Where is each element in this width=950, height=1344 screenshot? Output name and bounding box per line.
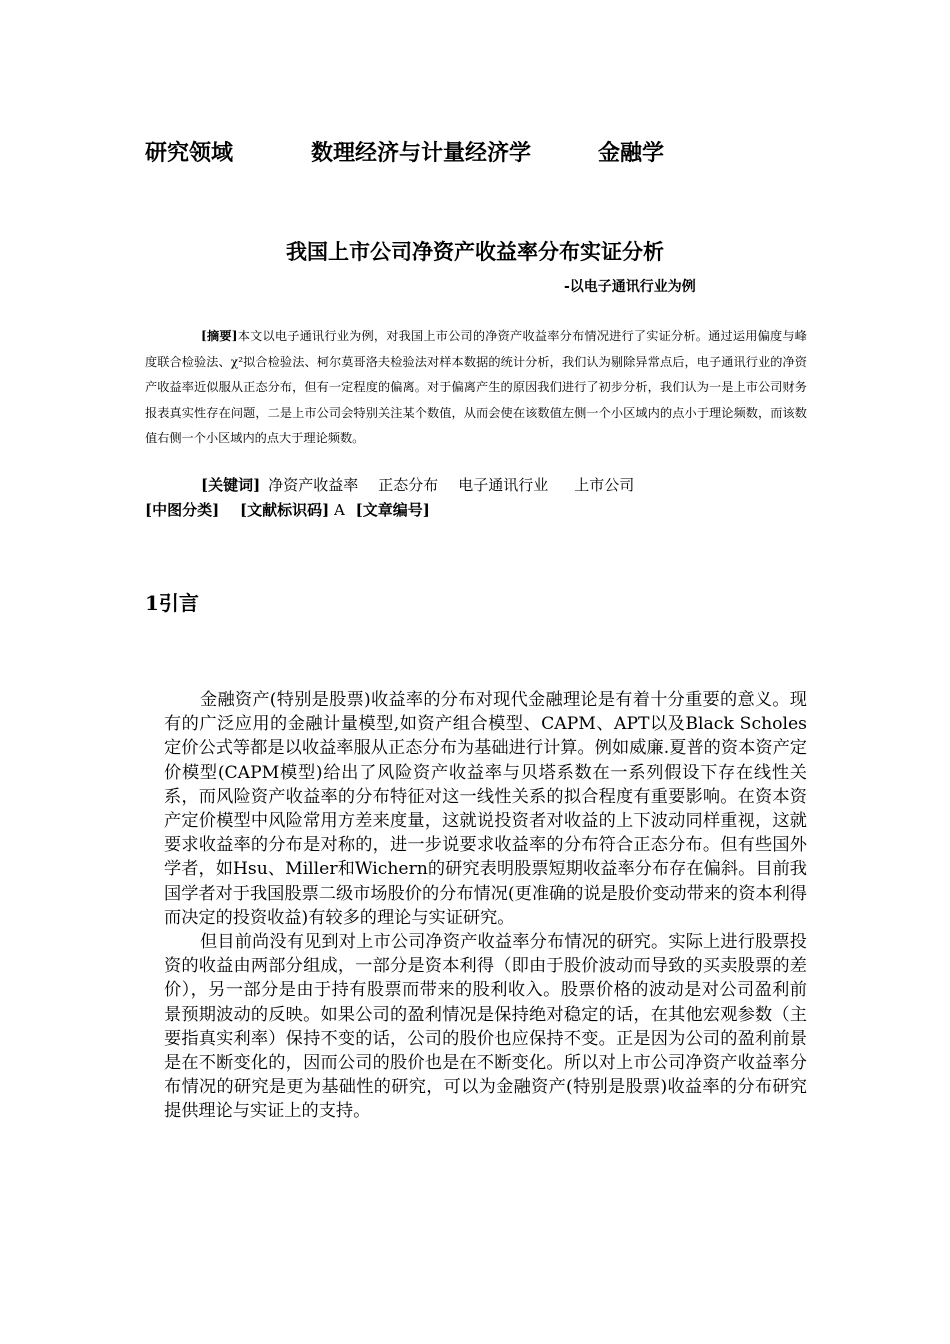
article-number-label: [文章编号] <box>355 501 430 519</box>
paper-title: 我国上市公司净资产收益率分布实证分析 <box>286 240 664 264</box>
abstract-label: [摘要] <box>201 329 238 343</box>
section-body <box>164 688 807 1124</box>
doc-code-label: [文献标识码] <box>239 501 330 519</box>
abstract <box>145 324 807 452</box>
keywords-label: [关键词] <box>201 476 261 494</box>
section-heading: 1引言 <box>145 591 199 615</box>
keyword-item: 正态分布 <box>378 476 439 494</box>
body-paragraph: 金融资产(特别是股票)收益率的分布对现代金融理论是有着十分重要的意义。现有的广泛应用的金融计量模型,如资产组合模型、CAPM、APT以及Black Scholes定价公式等都是以收益率服从正态分布为基础进行计算。例如威廉.夏普的资本资产定价模型(CAPM模型)给出了风险资产收益率与贝塔系数在一系列假设下存在线性关系，而风险资产收益率的分布特征对这一线性关系的拟合程度有重要影响。在资本资产定价模型中风险常用方差来度量，这就说投资者对收益的上下波动同样重视，这就要求收益率的分布是对称的，进一步说要求收益率的分布符合正态分布。但有些国外学者，如Hsu、Miller和Wichern的研究表明股票短期收益率分布存在偏斜。目前我国学者对于我国股票二级市场股价的分布情况(更准确的说是股价变动带来的资本利得而决定的投资收益)有较多的理论与实证研究。 <box>164 690 807 928</box>
research-field-area-1: 数理经济与计量经济学 <box>311 141 532 166</box>
doc-code-value: A <box>333 501 345 519</box>
abstract-text: 本文以电子通讯行业为例，对我国上市公司的净资产收益率分布情况进行了实证分析。通过运用偏度与峰度联合检验法、χ²拟合检验法、柯尔莫哥洛夫检验法对样本数据的统计分析，我们认为剔除异常点后，电子通讯行业的净资产收益率近似服从正态分布，但有一定程度的偏离。对于偏离产生的原因我们进行了初步分析，我们认为一是上市公司财务报表真实性存在问题，二是上市公司会特别关注某个数值，从而会使在该数值左侧一个小区域内的点小于理论频数，而该数值右侧一个小区域内的点大于理论频数。 <box>145 329 807 445</box>
research-field-label: 研究领域 <box>145 141 234 166</box>
keywords-line <box>201 474 634 495</box>
body-paragraph: 但目前尚没有见到对上市公司净资产收益率分布情况的研究。实际上进行股票投资的收益由两部分组成，一部分是资本利得（即由于股价波动而导致的买卖股票的差价），另一部分是由于持有股票而带来的股利收入。股票价格的波动是对公司盈利前景预期波动的反映。如果公司的盈利情况是保持绝对稳定的话，在其他宏观参数（主要指真实利率）保持不变的话，公司的股价也应保持不变。正是因为公司的盈利前景是在不断变化的，因而公司的股价也是在不断变化。所以对上市公司净资产收益率分布情况的研究是更为基础性的研究，可以为金融资产(特别是股票)收益率的分布研究提供理论与实证上的支持。 <box>164 932 807 1122</box>
classification-line <box>145 499 430 520</box>
keyword-item: 上市公司 <box>574 476 635 494</box>
paper-subtitle: -以电子通讯行业为例 <box>564 279 696 295</box>
keyword-item: 电子通讯行业 <box>458 476 549 494</box>
keyword-item: 净资产收益率 <box>268 476 359 494</box>
clc-label: [中图分类] <box>145 501 220 519</box>
research-field-area-2: 金融学 <box>598 141 665 166</box>
